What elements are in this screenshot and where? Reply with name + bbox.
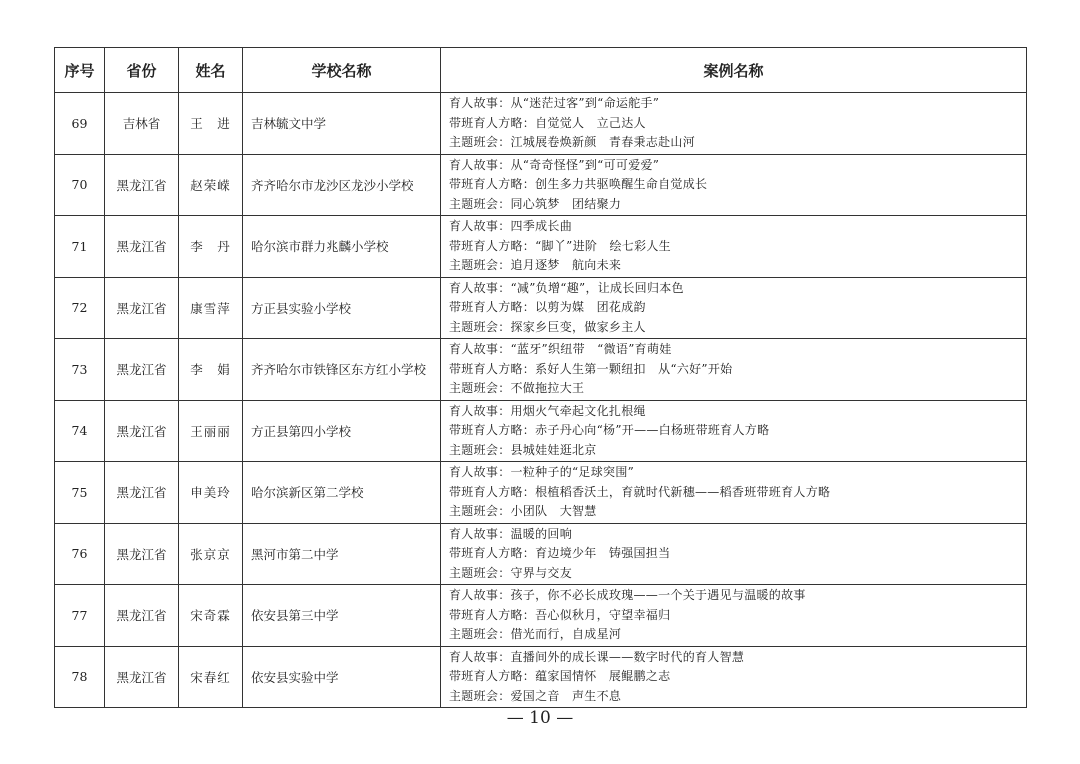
case-line: 带班育人方略：蕴家国情怀 展鲲鹏之志 [449,669,671,683]
row-teacher-name: 宋奇霖 [179,585,243,647]
case-line: 带班育人方略：以剪为媒 团花成韵 [449,300,646,314]
case-line: 带班育人方略：系好人生第一颗纽扣 从“六好”开始 [449,361,733,376]
table-body [55,93,1027,708]
case-line: 育人故事：一粒种子的“足球突围” [449,465,635,479]
header-no: 序号 [55,48,105,93]
case-line: 育人故事：直播间外的成长课——数字时代的育人智慧 [449,649,745,664]
row-case-names [441,462,1027,524]
row-case-names [441,400,1027,462]
case-line: 主题班会：探家乡巨变，做家乡主人 [449,319,646,334]
row-school-name: 齐齐哈尔市铁锋区东方红小学校 [243,339,441,401]
case-line: 带班育人方略：吾心似秋月，守望幸福归 [449,607,671,622]
row-case-names [441,523,1027,585]
row-school-name: 哈尔滨新区第二学校 [243,462,441,524]
row-province: 黑龙江省 [105,585,179,647]
row-province: 黑龙江省 [105,216,179,278]
row-number: 69 [55,93,105,155]
row-school-name: 齐齐哈尔市龙沙区龙沙小学校 [243,154,441,216]
header-province: 省份 [105,48,179,93]
row-school-name: 依安县实验中学 [243,646,441,708]
row-province: 黑龙江省 [105,154,179,216]
case-line: 主题班会：小团队 大智慧 [449,504,597,518]
row-province: 黑龙江省 [105,400,179,462]
table-row [55,523,1027,585]
case-line: 育人故事：“蓝牙”织纽带 “微语”育萌娃 [449,342,672,356]
row-number: 72 [55,277,105,339]
case-line: 带班育人方略：“脚丫”进阶 绘七彩人生 [449,238,671,253]
case-line: 主题班会：县城娃娃逛北京 [449,442,597,457]
row-case-names [441,585,1027,647]
case-line: 育人故事：“减”负增“趣”，让成长回归本色 [449,280,684,295]
row-province: 黑龙江省 [105,646,179,708]
case-line: 主题班会：爱国之音 声生不息 [449,688,622,703]
case-line: 主题班会：江城展卷焕新颜 青春秉志赴山河 [449,135,696,149]
row-number: 74 [55,400,105,462]
row-number: 78 [55,646,105,708]
row-province: 吉林省 [105,93,179,155]
row-school-name: 黑河市第二中学 [243,523,441,585]
row-case-names [441,339,1027,401]
row-number: 70 [55,154,105,216]
case-line: 主题班会：同心筑梦 团结聚力 [449,196,622,211]
case-line: 主题班会：追月逐梦 航向未来 [449,258,622,272]
row-case-names [441,216,1027,278]
case-line: 带班育人方略：根植稻香沃土，育就时代新穗——稻香班带班育人方略 [449,484,831,499]
header-cases: 案例名称 [441,48,1027,93]
row-teacher-name: 李 丹 [179,216,243,278]
case-line: 育人故事：从“奇奇怪怪”到“可可爱爱” [449,157,660,172]
case-line: 育人故事：温暖的回响 [449,526,573,541]
table-row [55,585,1027,647]
case-line: 主题班会：不做拖拉大王 [449,381,585,395]
header-row [55,48,1027,93]
table-row [55,646,1027,708]
row-case-names [441,154,1027,216]
row-teacher-name: 申美玲 [179,462,243,524]
row-teacher-name: 宋春红 [179,646,243,708]
row-number: 77 [55,585,105,647]
cases-table [54,47,1027,708]
row-number: 71 [55,216,105,278]
page-number: — 10 — [506,708,574,728]
table-row [55,400,1027,462]
row-province: 黑龙江省 [105,523,179,585]
case-line: 带班育人方略：赤子丹心向“杨”开——白杨班带班育人方略 [449,423,770,437]
row-school-name: 哈尔滨市群力兆麟小学校 [243,216,441,278]
header-name: 姓名 [179,48,243,93]
header-school: 学校名称 [243,48,441,93]
table-row [55,154,1027,216]
row-number: 76 [55,523,105,585]
row-teacher-name: 王 进 [179,93,243,155]
row-teacher-name: 赵荣嵘 [179,154,243,216]
row-teacher-name: 李 娟 [179,339,243,401]
row-number: 75 [55,462,105,524]
table-row [55,339,1027,401]
row-province: 黑龙江省 [105,339,179,401]
case-line: 育人故事：从“迷茫过客”到“命运舵手” [449,96,660,110]
table-row [55,462,1027,524]
case-line: 主题班会：借光而行，自成星河 [449,627,622,641]
case-line: 带班育人方略：育边境少年 铸强国担当 [449,546,671,560]
row-province: 黑龙江省 [105,462,179,524]
row-teacher-name: 张京京 [179,523,243,585]
case-line: 主题班会：守界与交友 [449,565,573,580]
row-case-names [441,277,1027,339]
case-line: 育人故事：用烟火气牵起文化扎根绳 [449,403,646,418]
row-school-name: 方正县实验小学校 [243,277,441,339]
table-row [55,216,1027,278]
row-case-names [441,93,1027,155]
row-case-names [441,646,1027,708]
row-teacher-name: 王丽丽 [179,400,243,462]
case-line: 带班育人方略：创生多力共驱唤醒生命自觉成长 [449,177,708,191]
row-province: 黑龙江省 [105,277,179,339]
row-number: 73 [55,339,105,401]
row-school-name: 吉林毓文中学 [243,93,441,155]
case-line: 育人故事：四季成长曲 [449,219,573,233]
row-school-name: 依安县第三中学 [243,585,441,647]
case-line: 带班育人方略：自觉觉人 立己达人 [449,115,646,130]
row-school-name: 方正县第四小学校 [243,400,441,462]
row-teacher-name: 康雪萍 [179,277,243,339]
table-row [55,277,1027,339]
table-row [55,93,1027,155]
case-line: 育人故事：孩子，你不必长成玫瑰——一个关于遇见与温暖的故事 [449,588,806,602]
